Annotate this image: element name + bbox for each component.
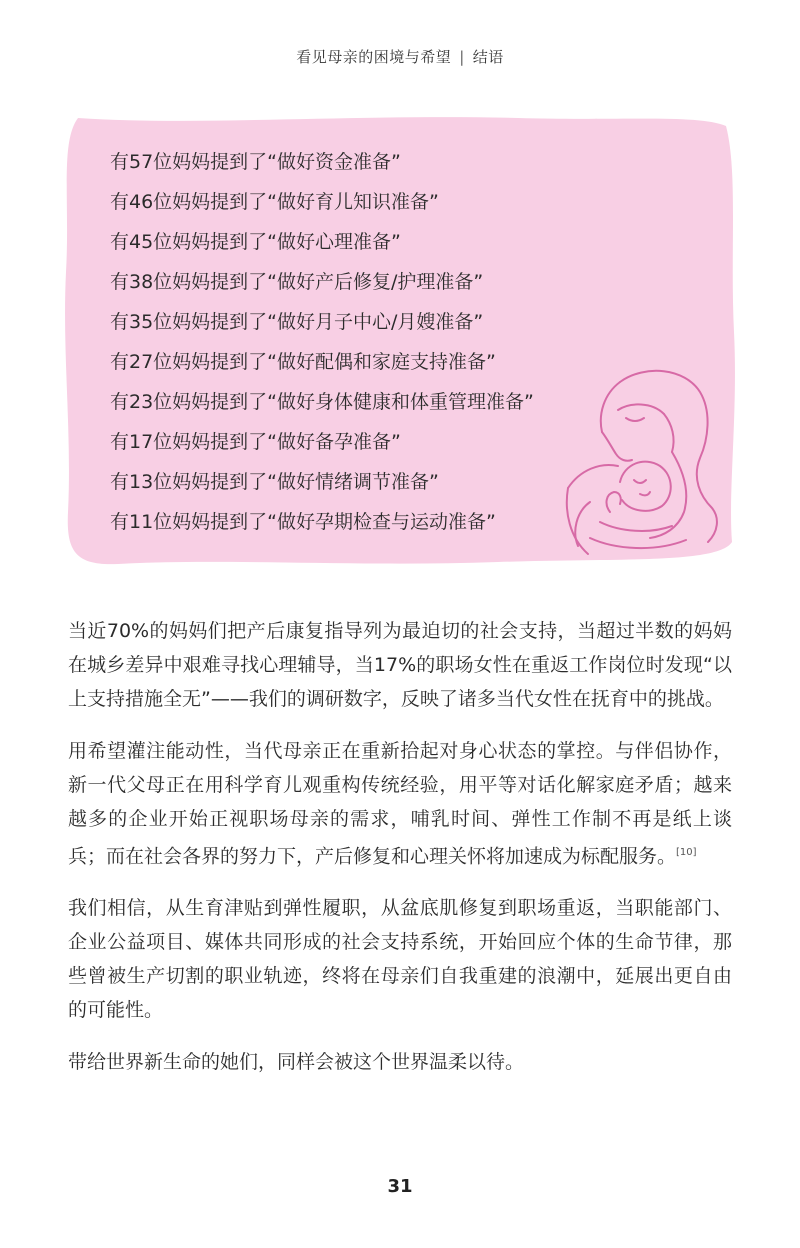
stat-item: 有57位妈妈提到了“做好资金准备” <box>110 151 401 173</box>
paragraph-text: 用希望灌注能动性，当代母亲正在重新拾起对身心状态的掌控。与伴侣协作，新一代父母正在用科学育儿观重构传统经验，用平等对话化解家庭矛盾；越来越多的企业开始正视职场母亲的需求，哺乳时间、弹性工作制不再是纸上谈兵；而在社会各界的努力下，产后修复和心理关怀将加速成为标配服务。 <box>68 740 732 868</box>
running-header <box>0 46 800 67</box>
stats-list <box>110 142 590 542</box>
paragraph-text: 我们相信，从生育津贴到弹性履职，从盆底肌修复到职场重返，当职能部门、企业公益项目、媒体共同形成的社会支持系统，开始回应个体的生命节律，那些曾被生产切割的职业轨迹，终将在母亲们自我重建的浪潮中，延展出更自由的可能性。 <box>68 897 732 1022</box>
stat-item: 有46位妈妈提到了“做好育儿知识准备” <box>110 191 439 213</box>
paragraph <box>68 734 732 873</box>
paragraph <box>68 891 732 1027</box>
paragraph-text: 当近70%的妈妈们把产后康复指导列为最迫切的社会支持，当超过半数的妈妈在城乡差异中艰难寻找心理辅导，当17%的职场女性在重返工作岗位时发现“以上支持措施全无”——我们的调研数字，反映了诸多当代女性在抚育中的挑战。 <box>68 620 732 710</box>
stat-item: 有11位妈妈提到了“做好孕期检查与运动准备” <box>110 511 496 533</box>
stat-item: 有23位妈妈提到了“做好身体健康和体重管理准备” <box>110 391 534 413</box>
paragraph <box>68 614 732 716</box>
stat-item: 有27位妈妈提到了“做好配偶和家庭支持准备” <box>110 351 496 373</box>
mother-baby-illustration <box>560 362 730 562</box>
header-section: 结语 <box>472 48 504 66</box>
header-separator: | <box>459 48 465 66</box>
citation-ref[interactable]: [10] <box>676 847 697 858</box>
stat-item: 有45位妈妈提到了“做好心理准备” <box>110 231 401 253</box>
stat-item: 有17位妈妈提到了“做好备孕准备” <box>110 431 401 453</box>
body-text <box>68 614 732 1097</box>
stat-item: 有13位妈妈提到了“做好情绪调节准备” <box>110 471 439 493</box>
header-title: 看见母亲的困境与希望 <box>296 48 452 66</box>
stat-item: 有35位妈妈提到了“做好月子中心/月嫂准备” <box>110 311 484 333</box>
page-number: 31 <box>387 1176 413 1197</box>
stat-item: 有38位妈妈提到了“做好产后修复/护理准备” <box>110 271 484 293</box>
paragraph <box>68 1045 732 1079</box>
paragraph-text: 带给世界新生命的她们，同样会被这个世界温柔以待。 <box>68 1051 525 1074</box>
